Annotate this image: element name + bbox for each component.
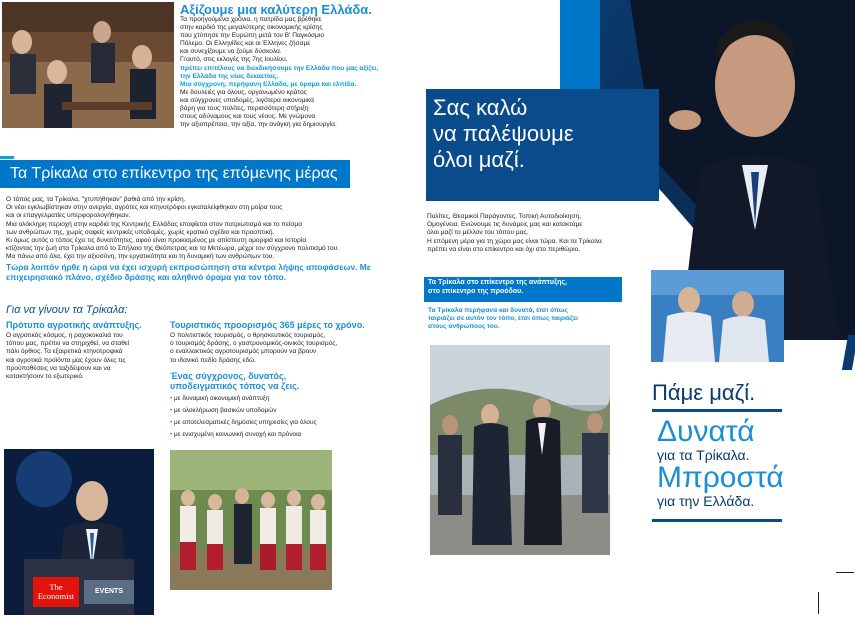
column-line: και αγροτικά προϊόντα μας έχουν όλες τις	[6, 356, 126, 364]
column-heading: Πρότυπο αγροτικής ανάπτυξης.	[6, 320, 142, 330]
intro-line: στην καρδιά της μεγαλύτερης οικονομικής κρίσης	[180, 24, 323, 32]
column-line: πάλι όρθιος. Τα εξαιρετικά κτηνοτροφικά	[6, 348, 123, 356]
section-line: των ανθρώπων της, χωρίς σαφείς κεντρικές υποδομές, χωρίς κρατικό σχέδιο και προοπτική.	[6, 228, 275, 236]
caption-line: ταιριάζει σε αυτόν τον τόπο, έτσι όπως ταιριάζει	[428, 315, 578, 323]
call-to-action-text	[427, 213, 622, 254]
traditional-dancers-photo	[170, 450, 332, 590]
text-line: Πολίτες, Θεσμικοί Παράγοντες, Τοπική Αυτοδιοίκηση,	[427, 213, 582, 220]
section-body	[6, 196, 386, 282]
column-agriculture	[6, 320, 166, 381]
intro-highlight: Μια σύγχρονη, περήφανη Ελλάδα, με όραμα και ελπίδα.	[180, 80, 357, 88]
intro-line: στους αδύναμους και τους νέους. Με γνώμονα	[180, 113, 316, 121]
slogan-line: Σας καλώ	[433, 95, 528, 120]
intro-line: την αξιοπρέπεια, την αξία, την ανάγκη για δημιουργία.	[180, 121, 337, 129]
intro-line: Τα προηγούμενα χρόνια, η πατρίδα μας βρέθηκε	[180, 16, 322, 23]
bar-line: Τα Τρίκαλα στο επίκεντρο της ανάπτυξης,	[428, 279, 567, 286]
events-label: EVENTS	[84, 580, 134, 604]
intro-heading: Αξίζουμε μια καλύτερη Ελλάδα.	[180, 2, 372, 17]
for-trikala: για τα Τρίκαλα.	[657, 447, 750, 463]
caption-line: στους ανθρώπους του.	[428, 323, 500, 331]
mprosta-word: Μπροστά	[657, 461, 784, 494]
text-line: Η επόμενη μέρα για τη χώρα μας είναι τώρα. Και τα Τρίκαλα	[427, 237, 602, 245]
crop-mark	[818, 592, 819, 614]
closing-slogan	[657, 417, 787, 509]
text-line: όλοι μαζί το μέλλον του τόπου μας.	[427, 229, 529, 237]
bullet-item: • με ενισχυμένη κοινωνική συνοχή και πρόνοια	[170, 429, 380, 441]
intro-text	[180, 16, 380, 129]
section-line: κτίζοντας την ζωή στα Τρίκαλα από το Σπήλαιο της Θεόπετρας και τα Μετέωρα, μέχρι τον σύγχρονο πολιτισμό του.	[6, 245, 340, 253]
section-line: Οι νέοι εγκλωβίστηκαν στην ανεργία, αγρότες και κτηνοτρόφοι εγκαταλείφθηκαν στη μοίρα τους	[6, 204, 283, 212]
column-line: τόπου μας, πρέπει να στηριχθεί, να σταθεί	[6, 340, 130, 348]
column-line: Ο πολιτιστικός τουρισμός, ο θρησκευτικός τουρισμός,	[170, 332, 326, 339]
economist-logo: The Economist	[33, 577, 79, 607]
intro-line: και σύγχρονες υποδομές, λιγότερα οικονομικά	[180, 96, 314, 104]
divider-line	[652, 519, 782, 522]
walking-together-photo	[430, 345, 610, 555]
column-text	[6, 332, 166, 381]
intro-line: βάρη για τους πολίτες, περισσότερη στήριξη	[180, 105, 309, 113]
bullet-item: • με ολοκλήρωση βασικών υποδομών	[170, 405, 380, 417]
caption-line: Τα Τρίκαλα περήφανα και δυνατά, έτσι όπως	[428, 307, 568, 314]
intro-highlight: πρέπει επιτέλους να διεκδικήσουμε την Ελλάδα που μας αξίζει, την Ελλάδα της νέας δεκαετίας.	[180, 64, 379, 80]
column-line: Ο αγροτικός κόσμος, η ραχοκοκαλιά του	[6, 332, 123, 339]
bullet-item: • με αποτελεσματικές δημόσιες υπηρεσίες για όλους	[170, 417, 380, 429]
for-greece: για την Ελλάδα.	[657, 493, 755, 509]
corner-stripe	[842, 335, 855, 370]
column-line: κατακτήσουν το εξωτερικό.	[6, 373, 84, 381]
slogan-line: όλοι μαζί.	[433, 147, 525, 172]
section-line: Μα πάνω από όλα, έχει την αξιοσύνη, την εργατικότητα και τη δυναμική των ανθρώπων του.	[6, 253, 275, 261]
section-emphasis: Τώρα λοιπόν ήρθε η ώρα να έχει ισχυρή εκπροσώπηση στα κέντρα λήψης αποφάσεων. Με επιχειρησιακό πλάνο, σχέδιο δράσης και αληθινό όραμα για τον τόπο.	[6, 261, 371, 282]
bullet-item: • με δυναμική οικονομική ανάπτυξη	[170, 393, 380, 405]
campaign-slogan	[426, 89, 659, 201]
intro-line: Πόλεμο. Οι Ελληνίδες και οι Έλληνες ζήσαμε	[180, 40, 311, 48]
slogan-line: να παλέψουμε	[433, 121, 574, 146]
column-line: προϋποθέσεις να ταξιδέψουν και να	[6, 364, 111, 372]
column-line: ο εναλλακτικός αγροτουρισμός μπορούν να βρουν	[170, 348, 317, 356]
crop-mark	[836, 572, 854, 573]
intro-line: Γι'αυτό, στις εκλογές της 7ης Ιουλίου,	[180, 56, 288, 64]
development-bar	[424, 277, 622, 302]
divider-line	[652, 409, 782, 412]
column-line: το ιδανικό πεδίο δράσης εδώ.	[170, 356, 257, 364]
dynata-word: Δυνατά	[657, 415, 755, 448]
column-text	[170, 332, 380, 365]
candidates-photo	[651, 270, 784, 362]
section-line: Κι όμως αυτός ο τόπος έχει τις δυνατότητες, αφού είναι προικισμένος με απίστευτη ομορφιά και Ιστορία	[6, 237, 307, 245]
intro-line: που χτύπησε την Ευρώπη μετά τον Β' Παγκόσμιο	[180, 32, 324, 40]
column-heading: Τουριστικός προορισμός 365 μέρες το χρόνο.	[170, 320, 365, 330]
column-tourism	[170, 320, 380, 441]
bar-accent	[0, 156, 14, 159]
column-heading: Ένας σύγχρονος, δυνατός, υποδειγματικός τόπος να ζεις.	[170, 370, 300, 391]
pride-caption	[428, 307, 628, 332]
text-line: πρέπει να είναι στο επίκεντρο και όχι στο περιθώριο.	[427, 245, 581, 253]
section-line: και οι επαγγελματίες υπερφορολογήθηκαν.	[6, 212, 131, 220]
text-line: Ομογένεια. Ενώνουμε τις δυνάμεις μας και κατακτάμε	[427, 221, 583, 229]
bar-line: στο επίκεντρο της προόδου.	[428, 287, 524, 295]
bullet-list	[170, 393, 380, 441]
section-bar: Τα Τρίκαλα στο επίκεντρο της επόμενης μέρας	[0, 160, 350, 188]
parliament-photo	[2, 2, 174, 128]
intro-line: και συνεχίζουμε να ζούμε δύσκολα.	[180, 48, 282, 56]
subheading: Για να γίνουν τα Τρίκαλα:	[6, 304, 128, 316]
section-line: Ο τόπος μας, τα Τρίκαλα, "χτυπήθηκαν" βαθιά από την κρίση.	[6, 196, 186, 203]
section-line: Μια ολόκληρη περιοχή στην καρδιά της Κεντρικής Ελλάδας επαφίεται στον πατριωτισμό και το πείσμα	[6, 220, 303, 228]
intro-line: Με δουλειές για όλους, οργανωμένο κράτος	[180, 88, 307, 96]
lets-go-together: Πάμε μαζί.	[652, 380, 756, 405]
column-line: ο τουρισμός δράσης, ο γαστρονομικός-οινικός τουρισμός,	[170, 340, 338, 348]
